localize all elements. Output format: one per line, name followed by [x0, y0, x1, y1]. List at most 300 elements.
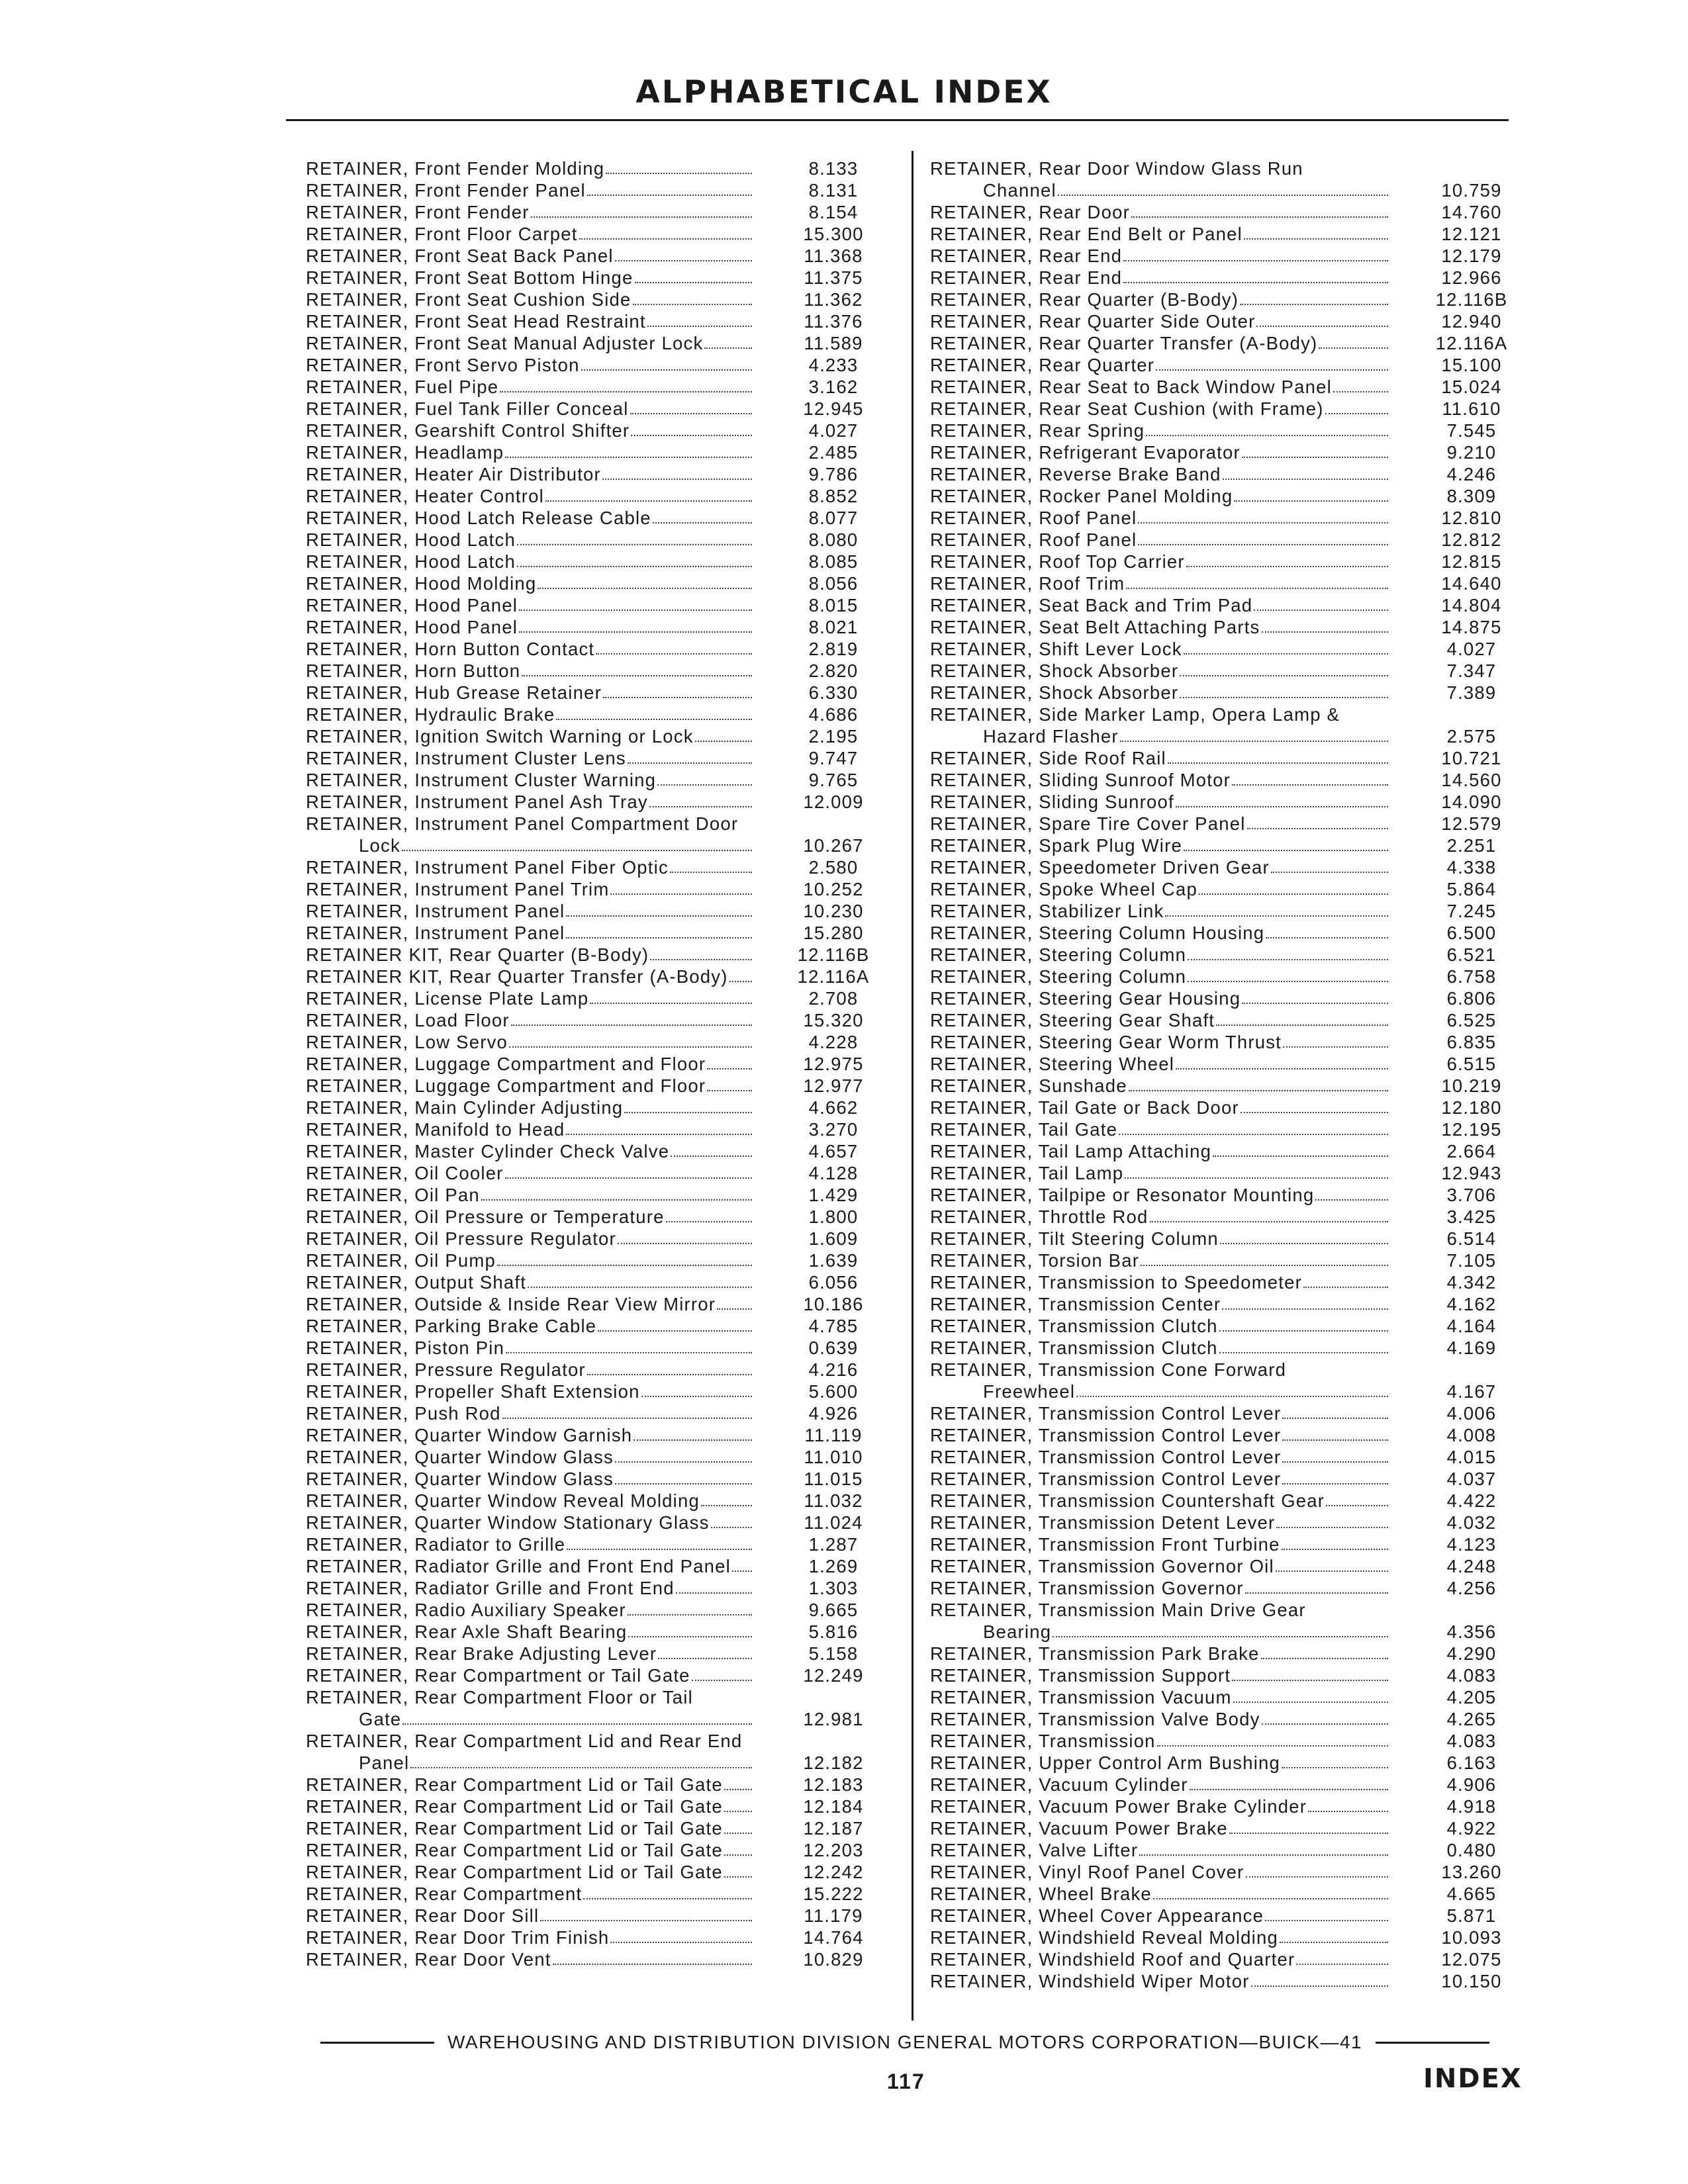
index-entry-ref: 4.037 [1446, 1469, 1497, 1489]
index-entry-name: RETAINER, Spare Tire Cover Panel [930, 813, 1246, 834]
index-entry-ref: 5.600 [808, 1381, 859, 1402]
index-entry-name: RETAINER, Rear Axle Shaft Bearing [306, 1621, 628, 1642]
index-entry-lead [306, 529, 757, 551]
index-entry-ref: 15.222 [803, 1884, 864, 1904]
index-entry-ref: 12.180 [1441, 1097, 1502, 1118]
index-entry-ref: 3.425 [1446, 1206, 1497, 1227]
index-entry-ref: 5.864 [1446, 879, 1497, 899]
dot-leader [505, 457, 752, 458]
index-entry-lead [306, 289, 757, 310]
index-entry-ref: 8.021 [808, 617, 859, 637]
index-entry [930, 1184, 1530, 1206]
index-entry-name: RETAINER, Load Floor [306, 1010, 510, 1030]
dot-leader [1190, 1789, 1388, 1790]
index-entry [306, 398, 903, 420]
index-entry-ref: 10.829 [803, 1949, 864, 1970]
index-entry [306, 725, 903, 747]
index-entry [306, 835, 903, 856]
index-entry-ref: 14.764 [803, 1927, 864, 1948]
index-entry-name: RETAINER, Rear Quarter Side Outer [930, 311, 1256, 332]
index-entry [306, 158, 903, 179]
dot-leader [1146, 435, 1388, 436]
index-entry-name: RETAINER, Valve Lifter [930, 1840, 1139, 1860]
index-entry-ref: 9.765 [808, 770, 859, 790]
index-entry-lead [930, 1031, 1393, 1053]
dot-leader [701, 1505, 752, 1506]
index-entry [306, 1774, 903, 1796]
index-entry-ref: 14.804 [1441, 595, 1502, 615]
index-entry [306, 1359, 903, 1381]
index-entry-name: RETAINER, Hood Panel [306, 617, 518, 637]
index-entry-lead [930, 572, 1393, 594]
index-entry-name: RETAINER, Outside & Inside Rear View Mirror [306, 1294, 716, 1314]
dot-leader [1240, 304, 1388, 305]
index-entry [930, 463, 1530, 485]
index-entry [306, 966, 903, 987]
index-entry-lead [306, 616, 757, 638]
index-entry [306, 485, 903, 507]
index-entry [306, 245, 903, 267]
dot-leader [1222, 1308, 1388, 1310]
index-entry-lead [306, 1796, 757, 1817]
index-entry-lead [930, 223, 1393, 245]
index-entry-lead [306, 1075, 757, 1097]
index-entry-ref: 7.389 [1446, 682, 1497, 703]
index-entry [306, 747, 903, 769]
index-entry-lead [930, 791, 1393, 813]
index-entry-lead [306, 922, 757, 944]
dot-leader [1271, 872, 1388, 873]
dot-leader [615, 1483, 752, 1484]
index-entry-lead [306, 332, 757, 354]
index-entry [306, 1512, 903, 1533]
index-entry-lead [306, 1817, 757, 1839]
index-entry-ref: 13.260 [1441, 1862, 1502, 1882]
index-entry [930, 507, 1530, 529]
dot-leader [1276, 1527, 1388, 1528]
index-entry-lead [930, 1228, 1393, 1250]
dot-leader [1282, 1439, 1388, 1441]
index-entry-name: RETAINER, Sliding Sunroof Motor [930, 770, 1231, 790]
index-entry-lead [306, 507, 757, 529]
index-entry-name: RETAINER, Headlamp [306, 442, 504, 463]
index-entry [930, 1381, 1530, 1402]
index-entry-lead [306, 791, 757, 813]
index-entry-ref: 4.290 [1446, 1643, 1497, 1664]
index-entry-first-line: RETAINER, Rear Compartment Lid and Rear End [306, 1731, 743, 1751]
dot-leader [1308, 1811, 1388, 1812]
index-entry-lead [306, 1184, 757, 1206]
index-entry-name: RETAINER, Rear Brake Adjusting Lever [306, 1643, 657, 1664]
index-entry [306, 1250, 903, 1271]
index-entry [306, 507, 903, 529]
index-entry [930, 1861, 1530, 1883]
index-entry [930, 1708, 1530, 1730]
index-entry-name: Channel [983, 180, 1056, 201]
index-entry-name: RETAINER, Shift Lever Lock [930, 639, 1182, 659]
index-entry-ref: 12.815 [1441, 551, 1502, 572]
dot-leader [1282, 1483, 1388, 1484]
index-entry [306, 1402, 903, 1424]
index-entry-ref: 4.246 [1446, 464, 1497, 484]
index-entry-ref: 6.806 [1446, 988, 1497, 1009]
dot-leader [1150, 1221, 1388, 1222]
index-entry [306, 310, 903, 332]
dot-leader [540, 1920, 752, 1921]
dot-leader [695, 741, 752, 742]
index-entry-ref: 6.056 [808, 1272, 859, 1293]
index-entry [306, 1664, 903, 1686]
index-entry-name: RETAINER, Transmission Control Lever [930, 1425, 1282, 1445]
index-entry-ref: 4.256 [1446, 1578, 1497, 1598]
index-entry-name: RETAINER, Rear Compartment Lid or Tail Gate [306, 1862, 723, 1882]
index-entry-ref: 4.128 [808, 1163, 859, 1183]
dot-leader [1219, 1352, 1388, 1353]
index-entry-ref: 8.154 [808, 202, 859, 222]
index-entry [930, 1577, 1530, 1599]
index-entry [306, 1905, 903, 1927]
index-entry-name: RETAINER, Transmission Vacuum [930, 1687, 1232, 1707]
index-entry-name: RETAINER, Tailpipe or Resonator Mounting [930, 1185, 1315, 1205]
index-entry-ref: 12.182 [803, 1752, 864, 1773]
index-entry-ref: 8.056 [808, 573, 859, 594]
index-entry-name: Gate [359, 1709, 402, 1729]
index-entry-first-line: RETAINER, Transmission Cone Forward [930, 1359, 1287, 1380]
index-entry-lead [306, 944, 757, 966]
dot-leader [1276, 1570, 1388, 1572]
index-entry-lead [930, 1817, 1393, 1839]
index-entry-name: RETAINER, Transmission [930, 1731, 1156, 1751]
index-entry-name: RETAINER, Tilt Steering Column [930, 1228, 1219, 1249]
index-entry-ref: 12.940 [1441, 311, 1502, 332]
dot-leader [724, 1789, 752, 1790]
index-entry [306, 1228, 903, 1250]
index-entry [930, 179, 1530, 201]
index-entry-ref: 4.006 [1446, 1403, 1497, 1424]
dot-leader [670, 872, 752, 873]
index-entry-name: RETAINER, Front Fender Panel [306, 180, 586, 201]
index-entry-name: RETAINER, Oil Cooler [306, 1163, 504, 1183]
index-entry-ref: 12.179 [1441, 246, 1502, 266]
index-entry [930, 1533, 1530, 1555]
index-entry [306, 1599, 903, 1621]
index-entry [306, 1118, 903, 1140]
index-entry [930, 267, 1530, 289]
index-entry-name: RETAINER, Rear Spring [930, 420, 1145, 441]
index-entry-name: RETAINER, Quarter Window Glass [306, 1469, 614, 1489]
dot-leader [647, 326, 752, 327]
index-entry-name: RETAINER, Tail Gate or Back Door [930, 1097, 1239, 1118]
index-entry-name: RETAINER, Front Seat Bottom Hinge [306, 267, 633, 288]
index-entry-ref: 12.195 [1441, 1119, 1502, 1140]
index-entry [306, 332, 903, 354]
index-entry-name: RETAINER, Radiator Grille and Front End Panel [306, 1556, 731, 1576]
index-entry [930, 1752, 1530, 1774]
dot-leader [628, 1636, 752, 1637]
index-entry-ref: 12.249 [803, 1665, 864, 1686]
index-entry-ref: 2.580 [808, 857, 859, 878]
index-entry [306, 769, 903, 791]
index-entry-ref: 15.280 [803, 923, 864, 943]
index-entry-lead [930, 813, 1393, 835]
footer-rule-right [1376, 2042, 1489, 2044]
dot-leader [1280, 1942, 1388, 1943]
index-entry-name: RETAINER, Steering Wheel [930, 1054, 1175, 1074]
index-entry [930, 1271, 1530, 1293]
dot-leader [724, 1833, 752, 1834]
index-entry-ref: 7.545 [1446, 420, 1497, 441]
index-entry [930, 1250, 1530, 1271]
index-entry-lead [306, 1206, 757, 1228]
index-entry-name: RETAINER, Rear Quarter [930, 355, 1155, 375]
index-entry [930, 922, 1530, 944]
index-entry-name: RETAINER, Rear Seat to Back Window Panel [930, 377, 1332, 397]
index-entry-lead [306, 987, 757, 1009]
index-entry-name: RETAINER, Vacuum Power Brake Cylinder [930, 1796, 1307, 1817]
index-entry-ref: 12.121 [1441, 224, 1502, 244]
index-entry-name: Freewheel [983, 1381, 1076, 1402]
index-entry-name: RETAINER, Oil Pressure or Temperature [306, 1206, 665, 1227]
index-entry-ref: 4.205 [1446, 1687, 1497, 1707]
index-entry-name: RETAINER, Transmission Front Turbine [930, 1534, 1280, 1555]
index-entry [930, 682, 1530, 704]
index-entry [306, 1752, 903, 1774]
index-entry-name: RETAINER, Tail Lamp [930, 1163, 1124, 1183]
dot-leader [531, 216, 752, 218]
index-entry-ref: 4.657 [808, 1141, 859, 1161]
dot-leader [596, 653, 752, 655]
index-entry-lead [306, 747, 757, 769]
index-entry [930, 529, 1530, 551]
index-entry-lead [306, 245, 757, 267]
index-entry-name: RETAINER KIT, Rear Quarter (B-Body) [306, 944, 649, 965]
index-entry-lead [930, 441, 1393, 463]
index-entry-lead [930, 966, 1393, 987]
index-entry-name: RETAINER, Instrument Cluster Lens [306, 748, 626, 768]
dot-leader [671, 1156, 752, 1157]
dot-leader [1325, 413, 1388, 414]
index-entry-ref: 4.233 [808, 355, 859, 375]
index-entry-ref: 4.167 [1446, 1381, 1497, 1402]
index-entry-lead [930, 529, 1393, 551]
index-entry-name: RETAINER, Rear Door Vent [306, 1949, 551, 1970]
index-entry [930, 223, 1530, 245]
index-entry-ref: 4.248 [1446, 1556, 1497, 1576]
index-entry [930, 398, 1530, 420]
dot-leader [517, 544, 752, 545]
index-entry-lead [306, 158, 757, 179]
dot-leader [579, 238, 752, 240]
page-title: ALPHABETICAL INDEX [635, 74, 1053, 111]
index-entry-lead [930, 1337, 1393, 1359]
index-entry-name: RETAINER, Rear Compartment Lid or Tail Gate [306, 1796, 723, 1817]
index-entry [930, 310, 1530, 332]
dot-leader [724, 1854, 752, 1856]
dot-leader [1076, 1396, 1388, 1397]
index-entry-ref: 2.819 [808, 639, 859, 659]
index-entry-ref: 4.422 [1446, 1490, 1497, 1511]
dot-leader [481, 1199, 752, 1201]
index-entry [306, 638, 903, 660]
dot-leader [502, 1418, 752, 1419]
index-entry-name: RETAINER, License Plate Lamp [306, 988, 589, 1009]
dot-leader [1256, 326, 1388, 327]
index-entry-lead [930, 1490, 1393, 1512]
index-entry [930, 1031, 1530, 1053]
index-entry-lead [306, 966, 757, 987]
index-entry-name: RETAINER, Rear Door [930, 202, 1130, 222]
index-entry-first-line: RETAINER, Rear Door Window Glass Run [930, 158, 1303, 179]
dot-leader [1216, 1024, 1388, 1026]
index-entry-name: RETAINER, Side Roof Rail [930, 748, 1166, 768]
index-entry [930, 1555, 1530, 1577]
index-entry [930, 1686, 1530, 1708]
dot-leader [1180, 697, 1388, 698]
index-entry [930, 1730, 1530, 1752]
index-entry [930, 791, 1530, 813]
index-entry-name: RETAINER, Transmission Control Lever [930, 1469, 1282, 1489]
index-entry-name: RETAINER, Rocker Panel Molding [930, 486, 1233, 506]
index-entry-lead [306, 1250, 757, 1271]
index-entry-ref: 9.665 [808, 1600, 859, 1620]
index-entry-name: RETAINER, Ignition Switch Warning or Lock [306, 726, 694, 747]
index-entry-lead [930, 747, 1393, 769]
dot-leader [1326, 1505, 1388, 1506]
dot-leader [556, 719, 752, 720]
dot-leader [566, 937, 752, 938]
dot-leader [567, 1549, 752, 1550]
index-entry-name: RETAINER, Rear End [930, 246, 1123, 266]
dot-leader [724, 1811, 752, 1812]
index-entry-ref: 4.785 [808, 1316, 859, 1336]
index-entry [930, 1053, 1530, 1075]
dot-leader [630, 413, 752, 414]
index-entry-name: RETAINER, Quarter Window Stationary Glass [306, 1512, 710, 1533]
index-entry [930, 1839, 1530, 1861]
dot-leader [1123, 260, 1388, 261]
index-entry-lead [930, 463, 1393, 485]
index-entry-name: RETAINER, Transmission Control Lever [930, 1447, 1282, 1467]
index-entry [306, 420, 903, 441]
index-entry-ref: 12.184 [803, 1796, 864, 1817]
dot-leader [566, 1134, 752, 1135]
dot-leader [724, 1876, 752, 1878]
index-entry-ref: 4.123 [1446, 1534, 1497, 1555]
index-entry-lead [930, 1643, 1393, 1664]
dot-leader [1129, 1090, 1388, 1091]
dot-leader [1246, 1876, 1389, 1878]
dot-leader [538, 588, 752, 589]
index-entry-ref: 12.975 [803, 1054, 864, 1074]
index-entry [306, 1075, 903, 1097]
index-entry-name: RETAINER, Quarter Window Glass [306, 1447, 614, 1467]
index-entry-name: RETAINER, Front Floor Carpet [306, 224, 578, 244]
dot-leader [566, 915, 752, 917]
dot-leader [1303, 1287, 1388, 1288]
index-entry-ref: 9.747 [808, 748, 859, 768]
index-entry-ref: 4.216 [808, 1359, 859, 1380]
index-entry [306, 1468, 903, 1490]
index-column-right [930, 158, 1530, 1992]
index-entry [930, 420, 1530, 441]
index-entry-ref: 10.150 [1441, 1971, 1502, 1991]
index-entry-name: RETAINER, Speedometer Driven Gear [930, 857, 1270, 878]
dot-leader [707, 1090, 752, 1091]
index-entry [930, 878, 1530, 900]
index-entry-name: RETAINER, Fuel Pipe [306, 377, 499, 397]
index-entry-lead [306, 704, 757, 725]
index-entry-lead [306, 594, 757, 616]
index-entry-lead [930, 420, 1393, 441]
index-entry-lead [306, 1927, 757, 1948]
index-entry-name: RETAINER, Seat Belt Attaching Parts [930, 617, 1260, 637]
index-entry-name: RETAINER, Radio Auxiliary Speaker [306, 1600, 626, 1620]
dot-leader [1219, 1330, 1388, 1332]
index-entry-name: RETAINER, Tail Lamp Attaching [930, 1141, 1212, 1161]
index-entry-ref: 1.639 [808, 1250, 859, 1271]
index-entry-lead [306, 1512, 757, 1533]
index-entry [930, 485, 1530, 507]
index-entry-ref: 1.800 [808, 1206, 859, 1227]
index-entry [306, 1621, 903, 1643]
index-entry-name: RETAINER, Transmission Clutch [930, 1316, 1218, 1336]
dot-leader [1188, 959, 1388, 960]
index-entry [306, 594, 903, 616]
dot-leader [666, 1221, 752, 1222]
dot-leader [1138, 522, 1388, 523]
dot-leader [1138, 544, 1388, 545]
index-entry-name: Lock [359, 835, 400, 856]
dot-leader [1233, 1702, 1388, 1703]
dot-leader [1131, 216, 1388, 218]
index-entry-ref: 4.162 [1446, 1294, 1497, 1314]
index-entry-name: RETAINER, Hood Latch [306, 551, 516, 572]
index-entry-name: RETAINER, Manifold to Head [306, 1119, 565, 1140]
index-entry-name: RETAINER, Output Shaft [306, 1272, 527, 1293]
index-entry [306, 223, 903, 245]
footer-rule-left [320, 2042, 434, 2044]
index-entry-lead [306, 1097, 757, 1118]
index-entry-ref: 12.977 [803, 1075, 864, 1096]
index-entry-lead [930, 310, 1393, 332]
footer-text: WAREHOUSING AND DISTRIBUTION DIVISION GENERAL MOTORS CORPORATION—BUICK—41 [447, 2032, 1363, 2052]
index-entry-ref: 0.639 [808, 1338, 859, 1358]
index-entry-lead [930, 398, 1393, 420]
index-entry-lead [306, 310, 757, 332]
index-entry-ref: 10.186 [803, 1294, 864, 1314]
index-entry [306, 201, 903, 223]
dot-leader [1282, 1418, 1388, 1419]
dot-leader [1126, 588, 1388, 589]
index-entry-ref: 11.024 [804, 1512, 863, 1533]
dot-leader [1153, 1898, 1388, 1899]
index-entry-lead [306, 1664, 757, 1686]
index-entry [306, 987, 903, 1009]
index-entry [306, 856, 903, 878]
index-entry-lead [306, 1905, 757, 1927]
index-entry [306, 529, 903, 551]
index-entry-lead [306, 354, 757, 376]
index-entry-ref: 0.480 [1446, 1840, 1497, 1860]
index-entry-lead [306, 1337, 757, 1359]
index-entry-ref: 2.664 [1446, 1141, 1497, 1161]
index-entry-ref: 4.342 [1446, 1272, 1497, 1293]
index-entry-lead [930, 507, 1393, 529]
index-entry-name: RETAINER, Parking Brake Cable [306, 1316, 597, 1336]
index-entry-lead [930, 1883, 1393, 1905]
index-entry-ref: 3.706 [1446, 1185, 1497, 1205]
dot-leader [1125, 1177, 1388, 1179]
